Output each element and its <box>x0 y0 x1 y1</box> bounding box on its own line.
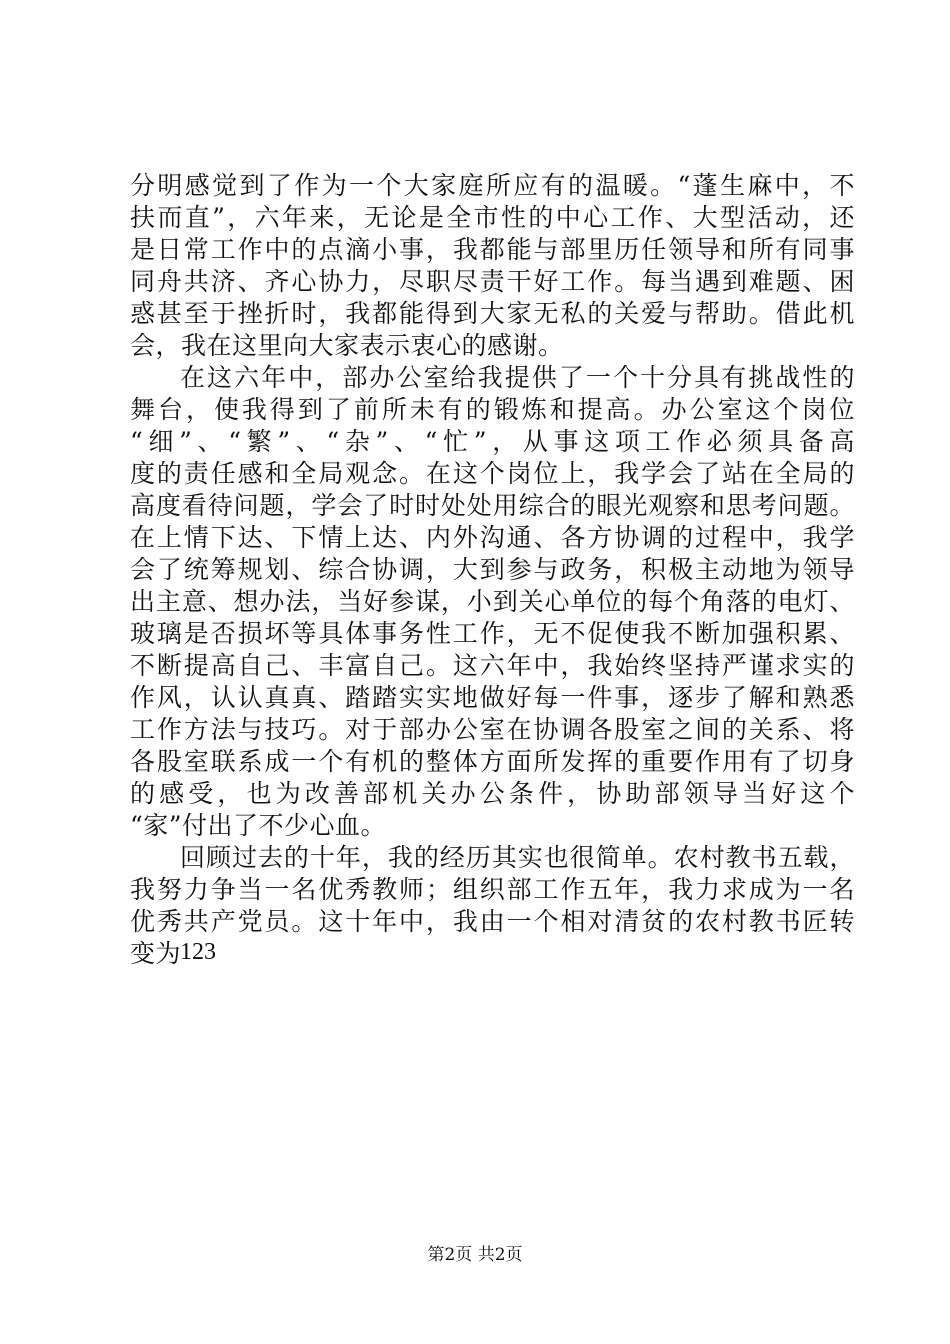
text-line: 回顾过去的十年，我的经历其实也很简单。农村教书五载， <box>180 843 855 872</box>
body-text <box>130 170 855 970</box>
text-line: 扶而直”，六年来，无论是全市性的中心工作、大型活动，还 <box>130 203 855 232</box>
text-line: “家”付出了不少心血。 <box>130 811 387 840</box>
text-line: 是日常工作中的点滴小事，我都能与部里历任领导和所有同事 <box>130 235 855 264</box>
text-line: 舞台，使我得到了前所未有的锻炼和提高。办公室这个岗位 <box>130 395 855 424</box>
text-line: 作风，认认真真、踏踏实实地做好每一件事，逐步了解和熟悉 <box>130 683 855 712</box>
text-line: 惑甚至于挫折时，我都能得到大家无私的关爱与帮助。借此机 <box>130 299 855 328</box>
text-line: 分明感觉到了作为一个大家庭所应有的温暖。“蓬生麻中，不 <box>130 171 855 200</box>
text-line: 各股室联系成一个有机的整体方面所发挥的重要作用有了切身 <box>130 747 855 776</box>
text-line: 在这六年中，部办公室给我提供了一个十分具有挑战性的 <box>180 363 855 392</box>
text-line: 的感受，也为改善部机关办公条件，协助部领导当好这个 <box>130 779 855 808</box>
text-line: 高度看待问题，学会了时时处处用综合的眼光观察和思考问题。 <box>130 491 855 520</box>
text-line: 玻璃是否损坏等具体事务性工作，无不促使我不断加强积累、 <box>130 619 855 648</box>
text-line: 同舟共济、齐心协力，尽职尽责干好工作。每当遇到难题、困 <box>130 267 855 296</box>
text-line: 不断提高自己、丰富自己。这六年中，我始终坚持严谨求实的 <box>130 651 855 680</box>
page-footer: 第2页 共2页 <box>427 1245 523 1265</box>
text-line: 我努力争当一名优秀教师；组织部工作五年，我力求成为一名 <box>130 875 855 904</box>
text-line: 度的责任感和全局观念。在这个岗位上，我学会了站在全局的 <box>130 459 855 488</box>
text-line: 优秀共产党员。这十年中，我由一个相对清贫的农村教书匠转 <box>130 907 855 936</box>
text-line: 出主意、想办法，当好参谋，小到关心单位的每个角落的电灯、 <box>130 587 855 616</box>
text-line: “细”、“繁”、“杂”、“忙”，从事这项工作必须具备高 <box>130 427 855 456</box>
text-line: 在上情下达、下情上达、内外沟通、各方协调的过程中，我学 <box>130 523 855 552</box>
text-line: 变为 <box>130 939 182 968</box>
text-line: 工作方法与技巧。对于部办公室在协调各股室之间的关系、将 <box>130 715 855 744</box>
text-line: 会，我在这里向大家表示衷心的感谢。 <box>130 331 564 360</box>
inline-page-number: 123 <box>180 939 216 965</box>
text-line: 会了统筹规划、综合协调，大到参与政务，积极主动地为领导 <box>130 555 855 584</box>
